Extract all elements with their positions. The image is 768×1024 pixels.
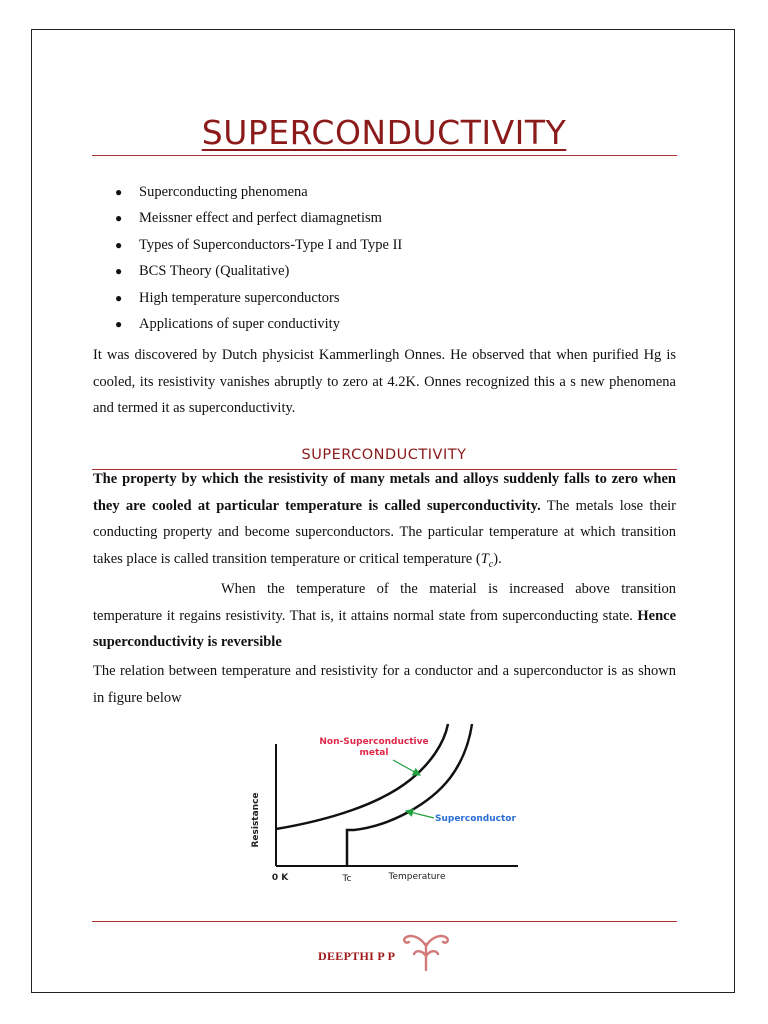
y-axis-label: Resistance: [251, 792, 261, 848]
footer-divider: [92, 921, 677, 922]
topic-list: [112, 182, 402, 340]
definition-paragraph: [93, 466, 676, 578]
tc-close: ).: [493, 550, 502, 567]
bullet-icon: ●: [115, 185, 123, 199]
annotation-superconductor: Superconductor: [435, 814, 516, 824]
reversible-bold-text: Hence superconductivity is reversible: [93, 607, 677, 650]
annotation-non-superconductive: Non-Superconductive metal: [319, 737, 429, 758]
intro-paragraph: It was discovered by Dutch physicist Kammerlingh Onnes. He observed that when purified Hg is cooled, its resistivity vanishes abruptly to zero at 4.2K. Onnes recognized this a s new phenomena and termed it as superconductivity.: [93, 347, 676, 416]
page-title: SUPERCONDUCTIVITY: [201, 113, 567, 152]
list-item: ● BCS Theory (Qualitative): [115, 263, 290, 280]
title-divider: [92, 155, 677, 156]
list-item: ● High temperature superconductors: [115, 289, 340, 306]
bullet-icon: ●: [115, 316, 123, 331]
resistance-temperature-chart: [250, 722, 530, 892]
tc-symbol: T: [480, 550, 489, 567]
footer-author: DEEPTHI P P: [318, 949, 396, 963]
list-item: ● Applications of super conductivity: [115, 315, 340, 332]
section-heading: SUPERCONDUCTIVITY: [301, 447, 467, 463]
reversible-paragraph: [93, 576, 676, 656]
arrow-icon: [406, 811, 434, 818]
flourish-logo-icon: [400, 930, 452, 972]
x-axis-label: Temperature: [388, 872, 446, 882]
x-tick-label: Tc: [342, 874, 352, 884]
bullet-icon: ●: [115, 237, 123, 252]
definition-bold-text: The property by which the resistivity of many metals and alloys suddenly falls to zero when they are cooled at particular temperature is called superconductivity.: [93, 471, 676, 514]
definition-text: The metals lose their conducting property and become superconductors. The particular temperature at which transition takes place is called transition temperature or critical temperature (: [93, 497, 676, 567]
bullet-icon: ●: [115, 290, 123, 305]
reversible-text: When the temperature of the material is increased above transition temperature it regains resistivity. That is, it attains normal state from superconducting state.: [93, 581, 676, 624]
list-item: ● Superconducting phenomena: [115, 184, 308, 200]
x-tick-label: 0 K: [271, 873, 289, 883]
bullet-icon: ●: [115, 264, 123, 279]
relation-paragraph: The relation between temperature and resistivity for a conductor and a superconductor is as shown in figure below: [93, 663, 676, 706]
arrow-icon: [393, 760, 420, 775]
list-item: ● Meissner effect and perfect diamagnetism: [115, 210, 382, 227]
list-item: ● Types of Superconductors-Type I and Type II: [115, 236, 403, 253]
tc-subscript: c: [488, 558, 494, 570]
bullet-icon: ●: [115, 211, 123, 226]
